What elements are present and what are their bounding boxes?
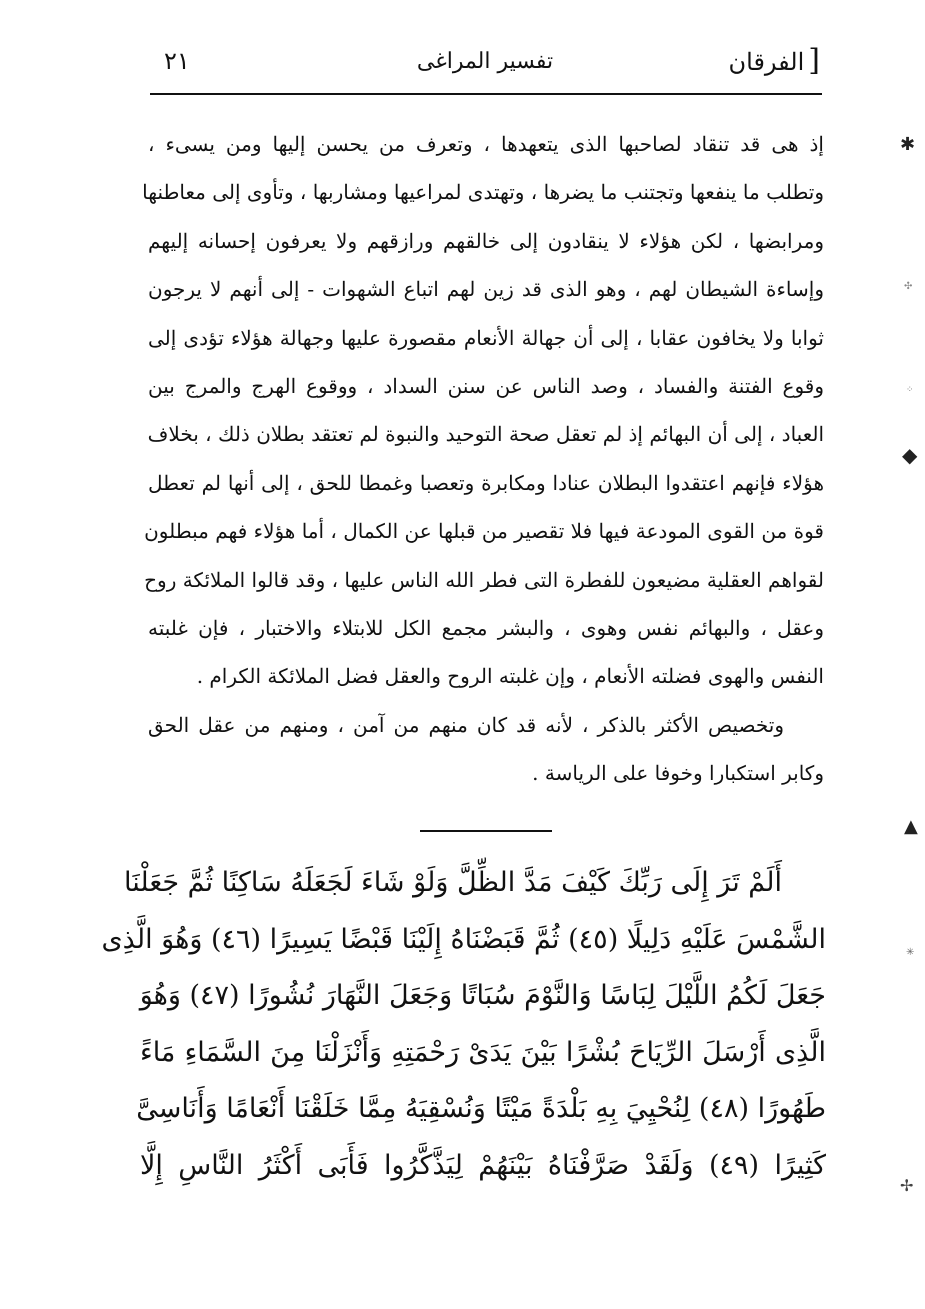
- verse-line: أَلَمْ تَرَ إِلَى رَبِّكَ كَيْفَ مَدَّ الظِّلَّ وَلَوْ شَاءَ لَجَعَلَهُ سَاكِنًا ثُمَّ جَعَلْنَا: [124, 867, 782, 898]
- commentary-line: وقوع الفتنة والفساد ، وصد الناس عن سنن السداد ، ووقوع الهرج والمرج بين: [148, 373, 824, 398]
- commentary-line: النفس والهوى فضلته الأنعام ، وإن غلبته الروح والعقل فضل الملائكة الكرام .: [196, 664, 824, 689]
- header-rule: [150, 93, 822, 95]
- surah-name-text: الفرقان: [728, 48, 805, 76]
- margin-speck-icon: ✣: [904, 281, 913, 292]
- commentary-line: إذ هى قد تنقاد لصاحبها الذى يتعهدها ، وتعرف من يحسن إليها ومن يسىء ،: [148, 132, 824, 156]
- commentary-line: ومرابضها ، لكن هؤلاء لا ينقادون إلى خالقهم ورازقهم ولا يعرفون إحسانه إليهم: [148, 228, 824, 253]
- running-header: [150, 44, 820, 84]
- commentary-text: [142, 120, 824, 797]
- margin-speck-icon: ✱: [900, 134, 916, 155]
- margin-speck-icon: ⁘: [906, 385, 914, 395]
- margin-speck-icon: ◆: [902, 443, 918, 467]
- header-bracket: [: [808, 43, 820, 78]
- margin-speck-icon: ▲: [904, 816, 918, 837]
- commentary-line: لقواهم العقلية مضيعون للفطرة التى فطر الله الناس عليها ، وقد قالوا الملائكة روح: [144, 567, 824, 592]
- verse-line: جَعَلَ لَكُمُ اللَّيْلَ لِبَاسًا وَالنَّوْمَ سُبَاتًا وَجَعَلَ النَّهَارَ نُشُورًا (٤٧) وَهُوَ: [139, 980, 826, 1011]
- commentary-line: وكابر استكبارا وخوفا على الرياسة .: [532, 761, 824, 786]
- commentary-line: العباد ، إلى أن البهائم إذ لم تعقل صحة التوحيد والنبوة لم تعتقد بطلان ذلك ، بخلاف: [147, 422, 824, 447]
- commentary-line: قوة من القوى المودعة فيها فلا تقصير من قبلها عن الكمال ، أما هؤلاء فهم مبطلون: [144, 519, 824, 544]
- verse-line: طَهُورًا (٤٨) لِنُحْيِيَ بِهِ بَلْدَةً مَيْتًا وَنُسْقِيَهُ مِمَّا خَلَقْنَا أَنْعَامًا وَأَنَاسِىَّ: [136, 1093, 826, 1124]
- book-title: تفسير المراغى: [416, 49, 554, 74]
- verse-line: الشَّمْسَ عَلَيْهِ دَلِيلًا (٤٥) ثُمَّ قَبَضْنَاهُ إِلَيْنَا قَبْضًا يَسِيرًا (٤٦) وَهُوَ الَّذِى: [101, 923, 826, 955]
- commentary-line: وتخصيص الأكثر بالذكر ، لأنه قد كان منهم من آمن ، ومنهم من عقل الحق: [148, 712, 784, 737]
- margin-speck-icon: ✳: [906, 947, 915, 958]
- commentary-line: هؤلاء فإنهم اعتقدوا البطلان عنادا ومكابرة وتعصبا وغمطا للحق ، إلى أنها لم تعطل: [148, 470, 824, 495]
- section-separator: [420, 830, 552, 832]
- verse-line: كَثِيرًا (٤٩) وَلَقَدْ صَرَّفْنَاهُ بَيْنَهُمْ لِيَذَّكَّرُوا فَأَبَى أَكْثَرُ النَّاسِ إِلَّا: [140, 1149, 826, 1181]
- page-number: ٢١: [164, 47, 190, 75]
- commentary-line: وتطلب ما ينفعها وتجتنب ما يضرها ، وتهتدى لمراعيها ومشاربها ، وتأوى إلى معاطنها: [142, 180, 824, 205]
- commentary-line: وإساءة الشيطان لهم ، وهو الذى قد زين لهم اتباع الشهوات - إلى أنهم لا يرجون: [148, 277, 824, 302]
- verse-line: الَّذِى أَرْسَلَ الرِّيَاحَ بُشْرًا بَيْنَ يَدَىْ رَحْمَتِهِ وَأَنْزَلْنَا مِنَ السَّمَاءِ مَاءً: [140, 1036, 826, 1068]
- commentary-line: وعقل ، والبهائم نفس وهوى ، والبشر مجمع الكل للابتلاء والاختبار ، فإن غلبته: [148, 615, 824, 640]
- commentary-line: ثوابا ولا يخافون عقابا ، إلى أن جهالة الأنعام مقصورة عليها وجهالة هؤلاء تؤدى إلى: [148, 325, 824, 350]
- margin-speck-icon: ✢: [900, 1176, 914, 1195]
- quran-verses: [101, 855, 826, 1194]
